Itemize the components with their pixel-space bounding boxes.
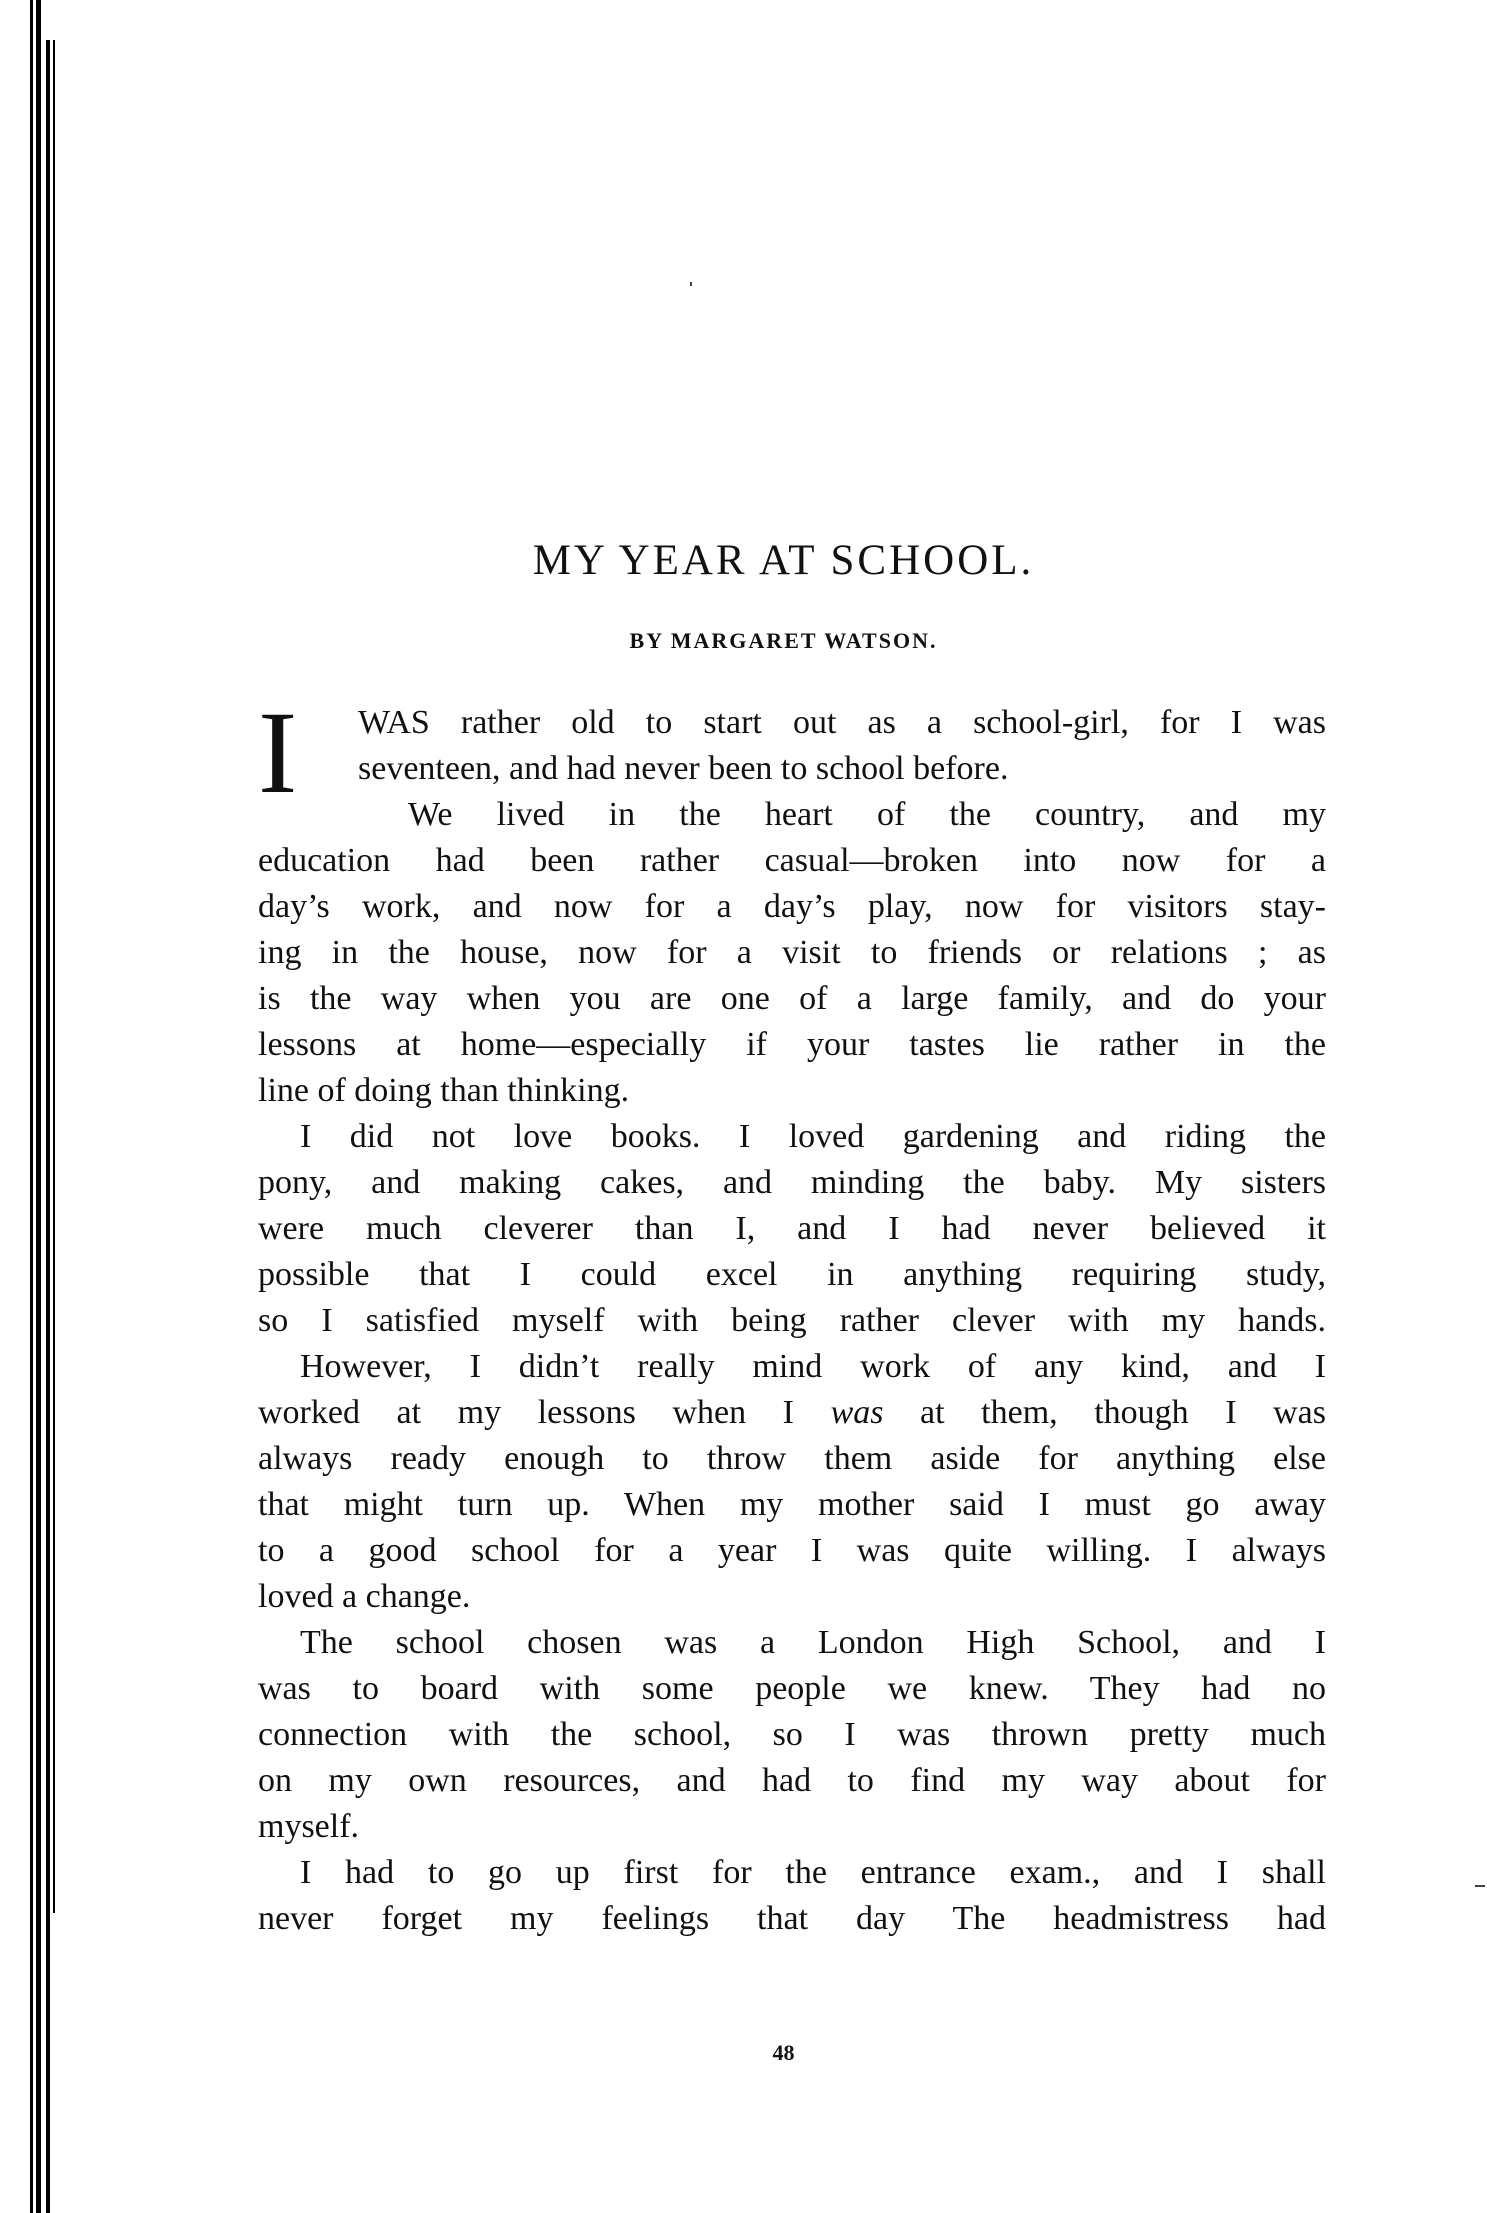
article-byline: BY MARGARET WATSON. (629, 628, 938, 653)
text-line: loved a change. (258, 1578, 471, 1615)
text-line: to a good school for a year I was quite willing. I always (258, 1532, 1326, 1569)
text-line: day’s work, and now for a day’s play, now for visitors stay- (258, 888, 1326, 925)
text-line: possible that I could excel in anything requiring study, (258, 1256, 1326, 1293)
emphasis: was (830, 1394, 884, 1431)
article-body (258, 687, 1326, 1942)
text-line: on my own resources, and had to find my way about for (258, 1762, 1326, 1799)
text-line: was to board with some people we knew. They had no (258, 1670, 1326, 1707)
article-title: MY YEAR AT SCHOOL. (532, 537, 1035, 584)
text-line: that might turn up. When my mother said I must go away (258, 1486, 1326, 1523)
text-line: myself. (258, 1808, 360, 1845)
text-line: connection with the school, so I was thrown pretty much (258, 1716, 1326, 1753)
text-line: The school chosen was a London High School, and I (300, 1624, 1326, 1661)
book-binding-edge (0, 0, 70, 2213)
text-line: I did not love books. I loved gardening and riding the (300, 1118, 1326, 1155)
text-line: pony, and making cakes, and minding the baby. My sisters (258, 1164, 1326, 1201)
text-line: WAS rather old to start out as a school-girl, for I was (358, 704, 1326, 741)
text-line: always ready enough to throw them aside for anything else (258, 1440, 1326, 1477)
text-line: were much cleverer than I, and I had never believed it (258, 1210, 1326, 1247)
drop-cap: I (258, 687, 298, 818)
text-line: seventeen, and had never been to school before. (358, 750, 1009, 787)
text-line: ing in the house, now for a visit to friends or relations ; as (258, 934, 1326, 971)
text-line: lessons at home—especially if your tastes lie rather in the (258, 1026, 1326, 1063)
text-line: is the way when you are one of a large family, and do your (258, 980, 1326, 1017)
text-line: worked at my lessons when I was at them, though I was (258, 1394, 1326, 1431)
text-line: I had to go up first for the entrance exam., and I shall (300, 1854, 1326, 1891)
page-number: 48 (772, 2040, 795, 2065)
scan-speck (1475, 1885, 1485, 1887)
text-line: However, I didn’t really mind work of any kind, and I (300, 1348, 1326, 1385)
text-line: line of doing than thinking. (258, 1072, 630, 1109)
scan-speck (690, 282, 692, 286)
text-line: never forget my feelings that day The headmistress had (258, 1900, 1326, 1937)
text-line: so I satisfied myself with being rather clever with my hands. (258, 1302, 1326, 1339)
text-line: education had been rather casual—broken into now for a (258, 842, 1326, 879)
text-line: We lived in the heart of the country, and my (408, 796, 1326, 833)
